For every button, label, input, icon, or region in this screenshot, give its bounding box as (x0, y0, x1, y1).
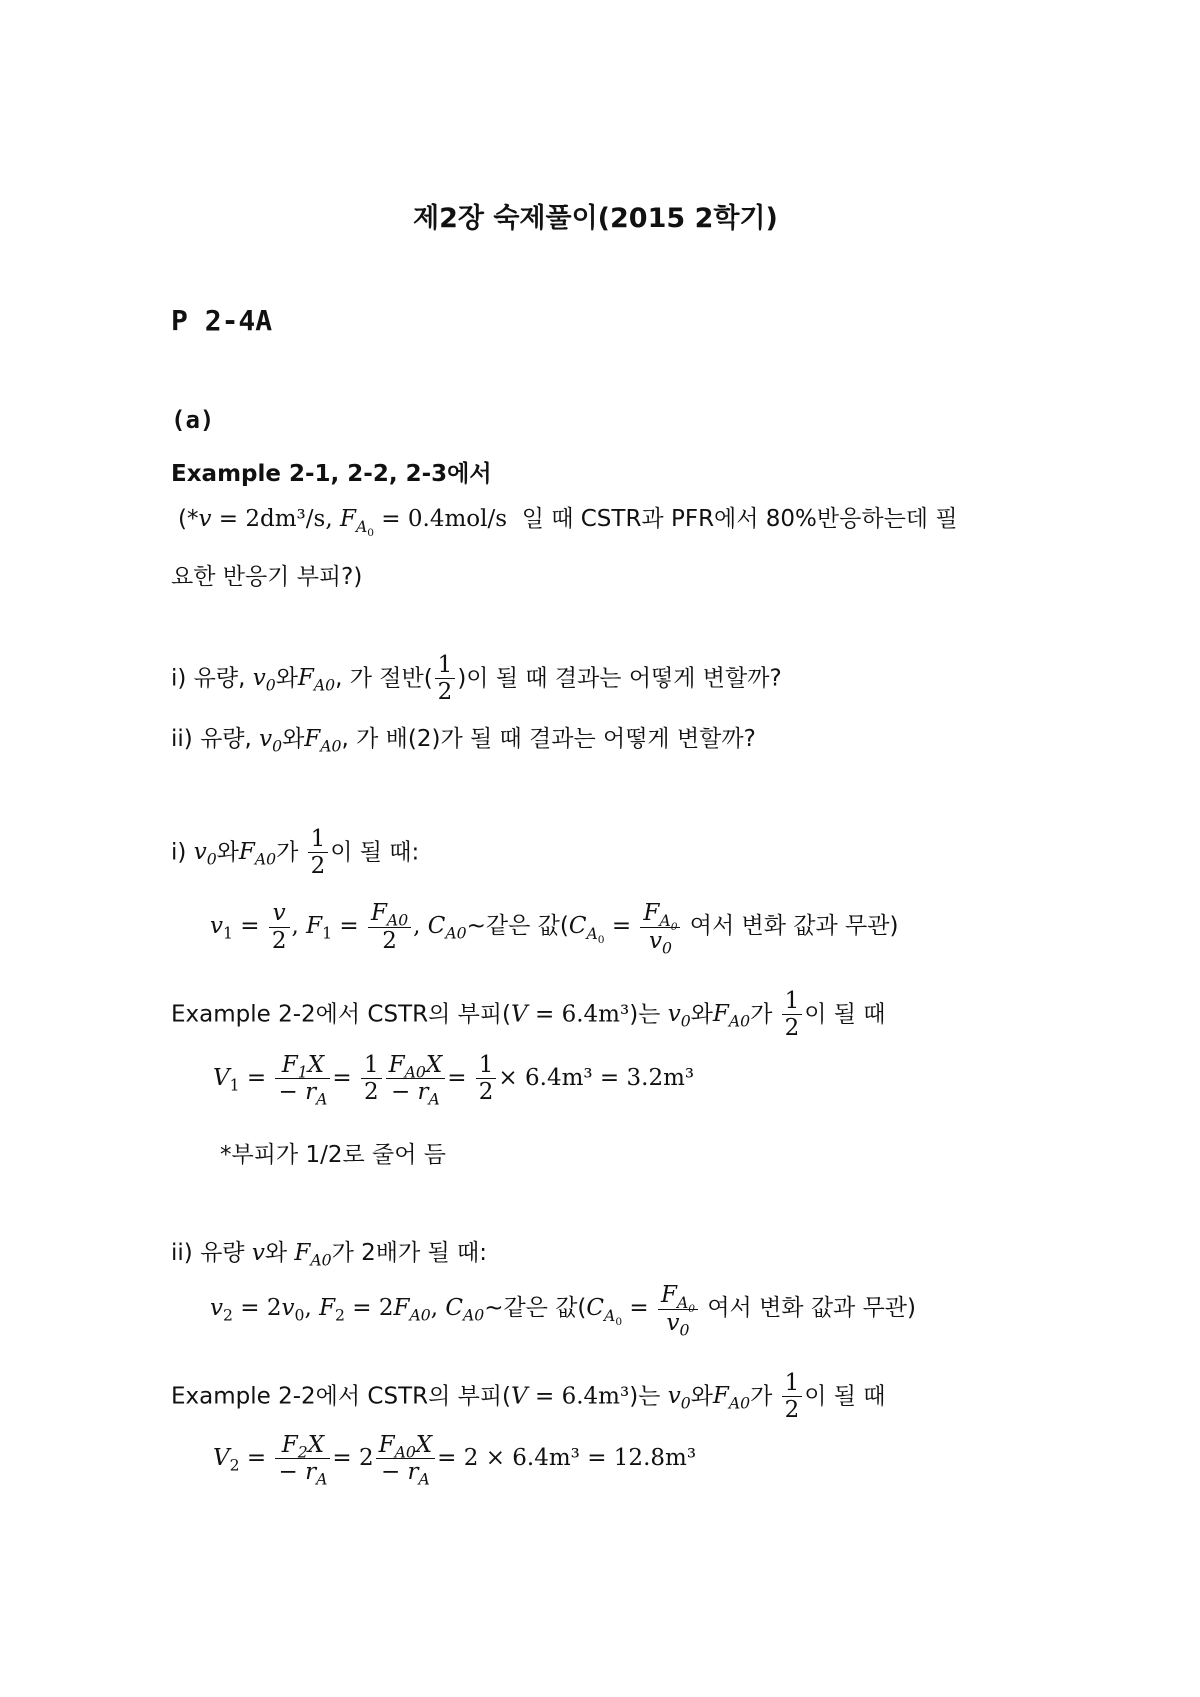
answer-ii-equation: $v_2 = 2v_0$, $F_2 = 2F_{A0}$, $C_{A0}\sim$같은 값($C_{A_0}$ = $\frac{F_{A_0}}{v_0}$ 여서 변화 값과 무관) (210, 1282, 916, 1340)
fraction-v-over-2: $\frac{v}{2}$ (269, 900, 290, 954)
question-i-fa0: $F_{A0}$ (297, 665, 336, 696)
answer-i-mid: 가 (276, 839, 299, 866)
answer-i-fa0: $F_{A0}$ (238, 839, 277, 870)
part-label: (a) (171, 406, 215, 434)
example-2-2-prefix: Example 2-2에서 CSTR의 부피( (171, 1383, 512, 1410)
condition-question: 일 때 CSTR과 PFR에서 80%반응하는데 필 (521, 506, 958, 532)
question-ii-mid: , 가 배(2)가 될 때 결과는 어떻게 변할까? (341, 726, 756, 752)
volume-value: 6.4m³ (525, 1064, 593, 1091)
question-ii-wa: 와 (282, 726, 305, 752)
question-ii-v0: $v_0$ (259, 726, 283, 756)
fraction-f1x-over-ra: $\frac{F_1X}{- r_A}$ (275, 1052, 330, 1106)
answer-ii-prefix: ii) 유량 (171, 1240, 245, 1266)
example-2-2-ga: 가 (750, 1383, 773, 1410)
example-2-2-end: 이 될 때 (804, 1383, 886, 1410)
molar-flow-value: 0.4mol/s (407, 506, 508, 532)
condition-formula: v = 2dm³/s, $F_{A_0} = 0.4mol/s$ (198, 506, 508, 539)
volume-symbol: V (511, 1001, 528, 1028)
answer-i-end: 이 될 때: (330, 839, 420, 866)
fraction-f2x-over-ra: $\frac{F_2X}{- r_A}$ (275, 1432, 330, 1486)
example-2-2-line-1: Example 2-2에서 CSTR의 부피(V = 6.4m³)는 $v_0$와$F_{A0}$가 $\frac{1}{2}$ 이 될 때 (171, 988, 886, 1042)
volume-value: 6.4m³ (561, 1383, 630, 1410)
question-i-prefix: i) 유량, (171, 665, 253, 692)
v1-equation: $V_1$ = $\frac{F_1X}{- r_A}$ = $\frac{1}{2}$ $\frac{F_{A0}X}{- r_A}$ = $\frac{1}{2}$ × 6.4m³ = 3.2m³ (213, 1052, 695, 1110)
question-i-end: )이 될 때 결과는 어떻게 변할까? (457, 665, 782, 692)
answer-i-v0: $v_0$ (193, 839, 217, 870)
example-2-2-v0: $v_0$ (667, 1001, 691, 1032)
example-2-2-wa: 와 (690, 1383, 713, 1410)
fraction-fa0x-over-ra: $\frac{F_{A0}X}{- r_A}$ (376, 1432, 436, 1486)
answer-i-prefix: i) (171, 839, 194, 866)
answer-ii-wa: 와 (264, 1240, 288, 1266)
question-i-mid: , 가 절반( (335, 665, 433, 692)
example-2-2-mid: )는 (629, 1383, 661, 1410)
v1-value: 3.2m³ (626, 1064, 695, 1091)
answer-ii-v: v (251, 1240, 265, 1266)
v2-equation: $V_2$ = $\frac{F_2X}{- r_A}$ = 2 $\frac{F_{A0}X}{- r_A}$ = 2 × 6.4m³ = 12.8m³ (213, 1432, 697, 1490)
example-2-2-fa0: $F_{A0}$ (712, 1001, 751, 1032)
fraction-fa0-over-2: $\frac{F_{A0}}{2}$ (368, 900, 411, 954)
answer-ii-header (171, 1234, 487, 1270)
same-value-text: ~같은 값( (466, 913, 569, 940)
fraction-half: $\frac{1}{2}$ (361, 1052, 382, 1106)
volume-value: 6.4m³ (512, 1444, 580, 1471)
page-title: 제2장 숙제풀이(2015 2학기) (413, 203, 778, 234)
independence-note: 여서 변화 값과 무관) (689, 913, 899, 940)
example-2-2-fa0: $F_{A0}$ (712, 1383, 751, 1414)
question-i (171, 652, 782, 706)
fraction-half: $\frac{1}{2}$ (476, 1052, 497, 1106)
problem-number: P 2-4A (171, 304, 273, 337)
fraction-fa0-over-v0: $\frac{F_{A_0}}{v_0}$ (658, 1282, 698, 1336)
fraction-half: $\frac{1}{2}$ (782, 1370, 803, 1424)
example-reference: Example 2-1, 2-2, 2-3에서 (171, 461, 492, 487)
answer-i-wa: 와 (216, 839, 239, 866)
question-ii (171, 720, 756, 756)
flow-rate-value: 2dm³/s (245, 506, 326, 532)
question-i-wa: 와 (275, 665, 298, 692)
example-2-2-ga: 가 (750, 1001, 773, 1028)
example-2-2-line-2: Example 2-2에서 CSTR의 부피(V = 6.4m³)는 $v_0$와$F_{A0}$가 $\frac{1}{2}$ 이 될 때 (171, 1370, 886, 1424)
example-2-2-wa: 와 (690, 1001, 713, 1028)
answer-ii-fa0: $F_{A0}$ (294, 1240, 332, 1270)
answer-i-equation: $v_1$ = $\frac{v}{2}$ , $F_1$ = $\frac{F_{A0}}{2}$ , $C_{A0}\sim$같은 값($C_{A_0}$ = $\frac{F_{A_0}}{v_0}$ 여서 변화 값과 무관) (210, 900, 899, 958)
question-ii-prefix: ii) 유량, (171, 726, 260, 752)
question-i-v0: $v_0$ (252, 665, 276, 696)
volume-symbol: V (511, 1383, 528, 1410)
independence-note: 여서 변화 값과 무관) (707, 1295, 916, 1322)
volume-value: 6.4m³ (561, 1001, 630, 1028)
fraction-fa0x-over-ra: $\frac{F_{A0}X}{- r_A}$ (386, 1052, 446, 1106)
fraction-half: $\frac{1}{2}$ (435, 652, 456, 706)
question-ii-fa0: $F_{A0}$ (304, 726, 342, 756)
fraction-fa0-over-v0: $\frac{F_{A_0}}{v_0}$ (640, 900, 680, 954)
example-2-2-v0: $v_0$ (667, 1383, 691, 1414)
answer-ii-end: 가 2배가 될 때: (331, 1240, 487, 1266)
condition-line-2: 요한 반응기 부피?) (171, 564, 363, 590)
same-value-text: ~같은 값( (484, 1295, 587, 1322)
fraction-half: $\frac{1}{2}$ (308, 826, 329, 880)
fraction-half: $\frac{1}{2}$ (782, 988, 803, 1042)
half-volume-note: *부피가 1/2로 줄어 듬 (220, 1142, 446, 1168)
example-2-2-prefix: Example 2-2에서 CSTR의 부피( (171, 1001, 512, 1028)
example-2-2-mid: )는 (629, 1001, 661, 1028)
condition-open: (* (178, 506, 199, 532)
condition-line (178, 500, 958, 539)
answer-i-header (171, 826, 419, 880)
example-2-2-end: 이 될 때 (804, 1001, 886, 1028)
v2-value: 12.8m³ (613, 1444, 697, 1471)
